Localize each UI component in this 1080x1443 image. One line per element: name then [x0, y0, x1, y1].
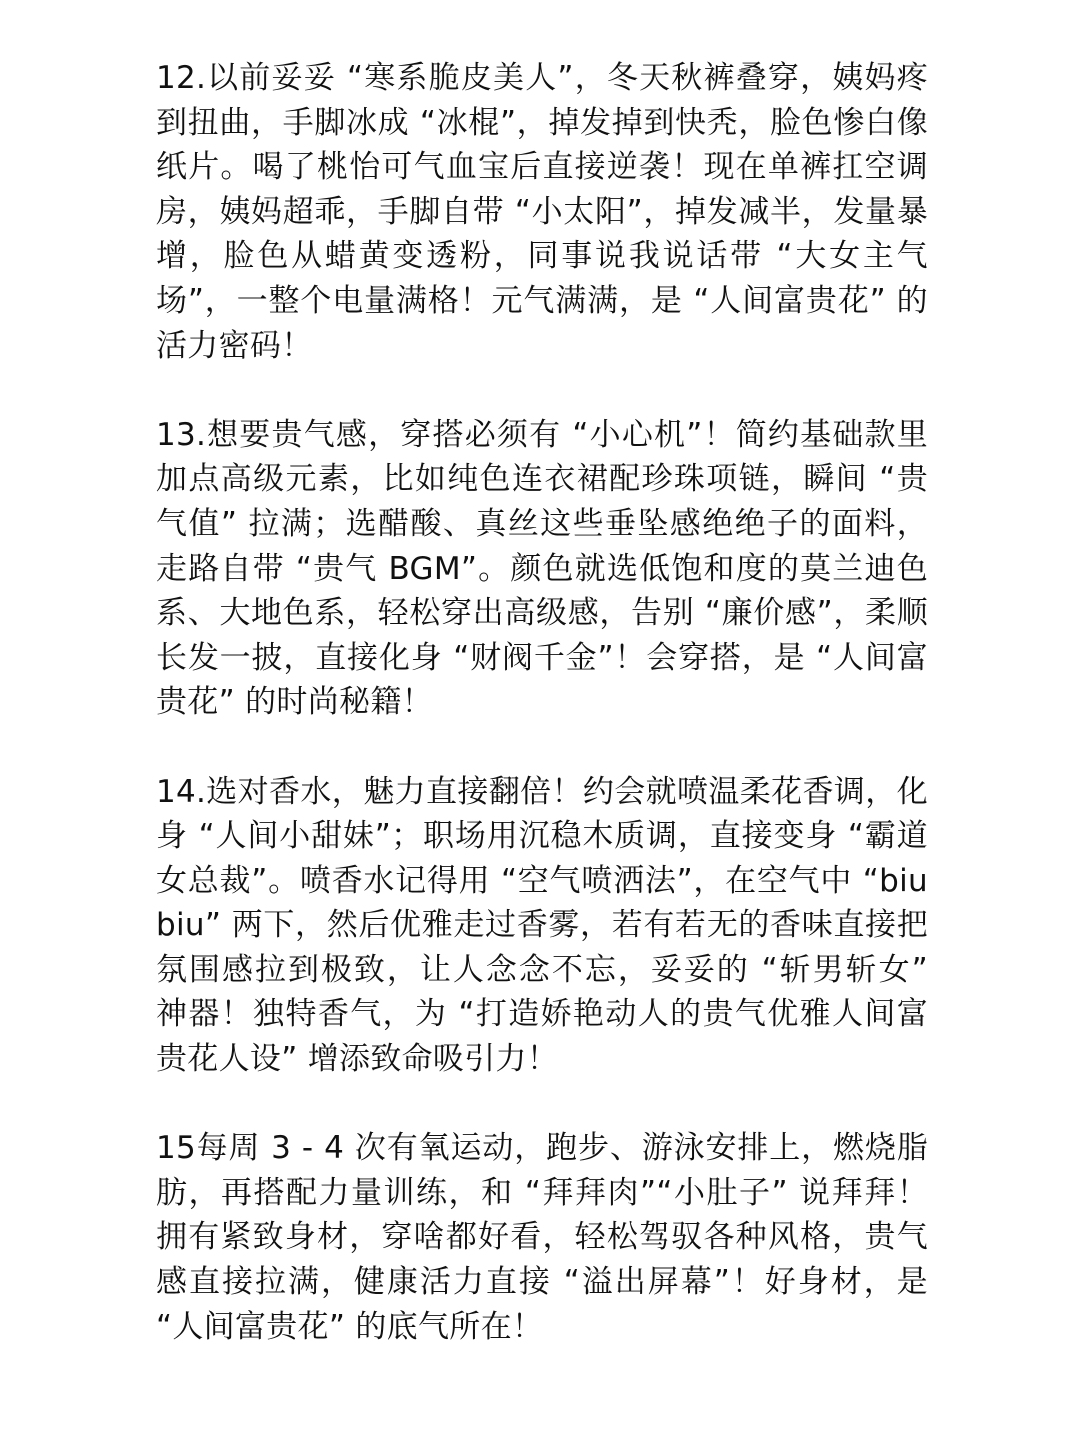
- paragraph-tip-13: 13.想要贵气感，穿搭必须有 “小心机”！简约基础款里加点高级元素，比如纯色连衣裙配珍珠项链，瞬间 “贵气值” 拉满；选醋酸、真丝这些垂坠感绝绝子的面料，走路自带 “贵气 BGM”。颜色就选低饱和度的莫兰迪色系、大地色系，轻松穿出高级感，告别 “廉价感”，柔顺长发一披，直接化身 “财阀千金”！会穿搭，是 “人间富贵花” 的时尚秘籍！: [156, 416, 928, 721]
- paragraph-tip-15: 15每周 3 - 4 次有氧运动，跑步、游泳安排上，燃烧脂肪，再搭配力量训练，和 “拜拜肉”“小肚子” 说拜拜！拥有紧致身材，穿啥都好看，轻松驾驭各种风格，贵气感直接拉满，健康活力直接 “溢出屏幕”！好身材，是 “人间富贵花” 的底气所在！: [156, 1130, 928, 1345]
- paragraph-tip-14: 14.选对香水，魅力直接翻倍！约会就喷温柔花香调，化身 “人间小甜妹”；职场用沉稳木质调，直接变身 “霸道女总裁”。喷香水记得用 “空气喷洒法”，在空气中 “biubiu” 两下，然后优雅走过香雾，若有若无的香味直接把氛围感拉到极致，让人念念不忘，妥妥的 “斩男斩女” 神器！独特香气，为 “打造娇艳动人的贵气优雅人间富贵花人设” 增添致命吸引力！: [156, 773, 928, 1078]
- article-body: [156, 56, 928, 1394]
- paragraph-tip-12: 12.以前妥妥 “寒系脆皮美人”，冬天秋裤叠穿，姨妈疼到扭曲，手脚冰成 “冰棍”，掉发掉到快秃，脸色惨白像纸片。喝了桃怡可气血宝后直接逆袭！现在单裤扛空调房，姨妈超乖，手脚自带 “小太阳”，掉发减半，发量暴增，脸色从蜡黄变透粉，同事说我说话带 “大女主气场”，一整个电量满格！元气满满，是 “人间富贵花” 的活力密码！: [156, 60, 928, 364]
